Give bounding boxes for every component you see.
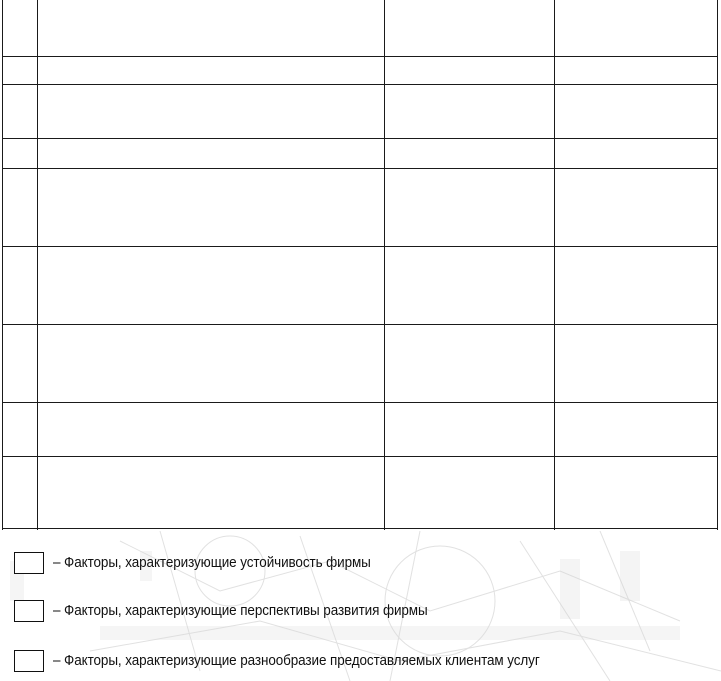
table-row-divider: [2, 56, 718, 57]
table-column-divider: [554, 0, 555, 530]
legend: [0, 531, 721, 681]
table-row-divider: [2, 456, 718, 457]
table-right-border: [717, 0, 718, 530]
table-cell-col2: [386, 0, 553, 56]
legend-label: – Факторы, характеризующие устойчивость фирмы: [53, 555, 371, 571]
table-column-divider: [37, 0, 38, 530]
table-row-divider: [2, 402, 718, 403]
table-row-divider: [2, 84, 718, 85]
table-cell-col3: [556, 0, 716, 56]
table-cell-factor: [39, 0, 383, 56]
legend-item-prospects: [14, 599, 456, 623]
legend-item-services-variety: [14, 649, 576, 673]
table-bottom-border: [2, 528, 718, 529]
legend-label: – Факторы, характеризующие разнообразие предоставляемых клиентам услуг: [53, 653, 540, 669]
table-cell-num: [4, 0, 36, 56]
table-left-border: [2, 0, 3, 530]
table-row-divider: [2, 246, 718, 247]
legend-swatch: [14, 552, 44, 574]
table-row-divider: [2, 138, 718, 139]
legend-label: – Факторы, характеризующие перспективы развития фирмы: [53, 603, 428, 619]
legend-swatch: [14, 650, 44, 672]
table-row-divider: [2, 324, 718, 325]
table-row-divider: [2, 168, 718, 169]
legend-item-stability: [14, 551, 395, 575]
table-column-divider: [384, 0, 385, 530]
legend-swatch: [14, 600, 44, 622]
